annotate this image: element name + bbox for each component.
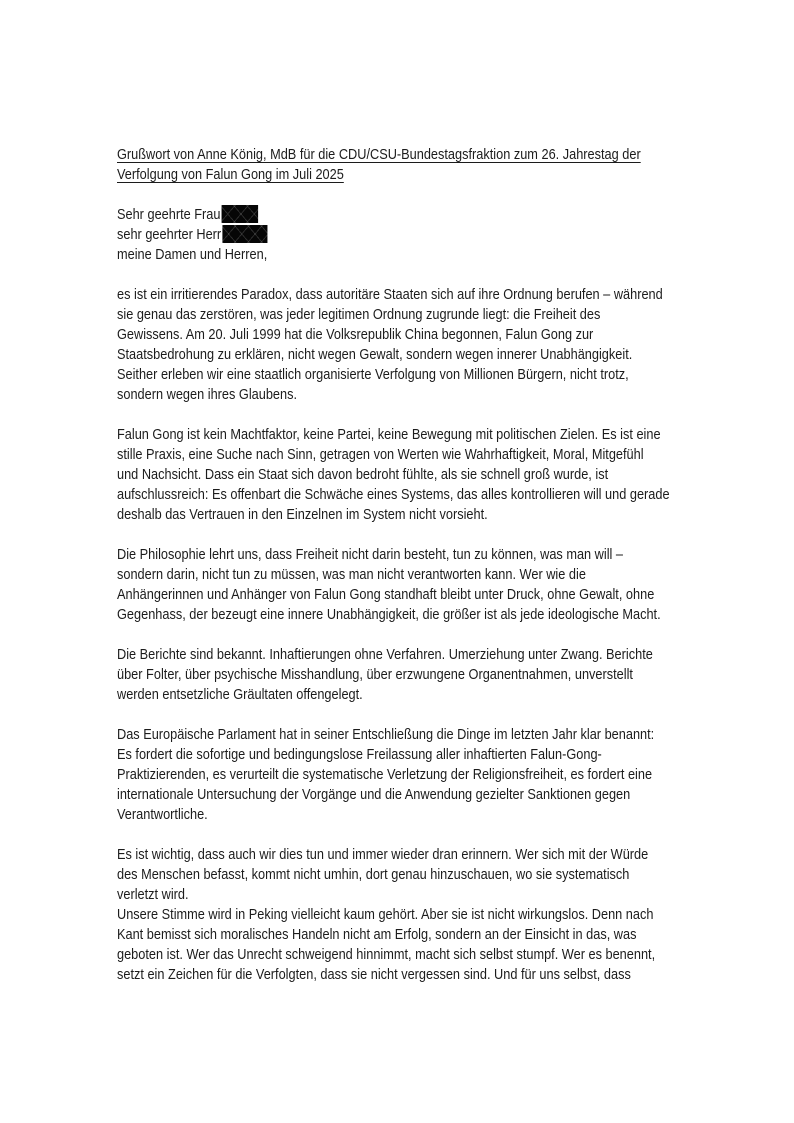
paragraph-line: geboten ist. Wer das Unrecht schweigend hinnimmt, macht sich selbst stumpf. Wer es benennt, bbox=[117, 946, 656, 963]
document-title bbox=[117, 145, 780, 185]
paragraph-line: sie genau das zerstören, was jeder legitimen Ordnung zugrunde liegt: die Freiheit des bbox=[117, 306, 601, 323]
paragraph-line: Staatsbedrohung zu erklären, nicht wegen Gewalt, sondern wegen innerer Unabhängigkeit. bbox=[117, 346, 633, 363]
salutation-line bbox=[117, 245, 780, 265]
paragraph bbox=[117, 285, 780, 405]
paragraph-line: Falun Gong ist kein Machtfaktor, keine Partei, keine Bewegung mit politischen Zielen. Es ist eine bbox=[117, 426, 661, 443]
paragraph-line: es ist ein irritierendes Paradox, dass autoritäre Staaten sich auf ihre Ordnung berufen – während bbox=[117, 286, 663, 303]
salutation-text: sehr geehrter Herr bbox=[117, 226, 222, 243]
paragraph-line: Gegenhass, der bezeugt eine innere Unabhängigkeit, die größer ist als jede ideologische Macht. bbox=[117, 606, 661, 623]
paragraph-line: über Folter, über psychische Misshandlung, über erzwungene Organentnahmen, unverstellt bbox=[117, 666, 633, 683]
paragraph-line: aufschlussreich: Es offenbart die Schwäche eines Systems, das alles kontrollieren will und gerade bbox=[117, 486, 670, 503]
title-line: Verfolgung von Falun Gong im Juli 2025 bbox=[117, 166, 344, 183]
paragraph-line: sondern wegen ihres Glaubens. bbox=[117, 386, 298, 403]
paragraph bbox=[117, 545, 780, 625]
paragraph-line: Gewissens. Am 20. Juli 1999 hat die Volksrepublik China begonnen, Falun Gong zur bbox=[117, 326, 594, 343]
paragraph-line: und Nachsicht. Dass ein Staat sich davon bedroht fühlte, als sie schnell groß wurde, ist bbox=[117, 466, 609, 483]
paragraph-line: stille Praxis, eine Suche nach Sinn, getragen von Werten wie Wahrhaftigkeit, Moral, Mitgefühl bbox=[117, 446, 644, 463]
paragraph-line: sondern darin, nicht tun zu müssen, was man nicht verantworten kann. Wer wie die bbox=[117, 566, 586, 583]
paragraph-line: Praktizierenden, es verurteilt die systematische Verletzung der Religionsfreiheit, es fordert eine bbox=[117, 766, 653, 783]
paragraph-line: Es ist wichtig, dass auch wir dies tun und immer wieder dran erinnern. Wer sich mit der Würde bbox=[117, 846, 649, 863]
salutation-line bbox=[117, 225, 780, 245]
redaction-box bbox=[222, 225, 267, 243]
paragraph bbox=[117, 425, 780, 525]
paragraph-line: Anhängerinnen und Anhänger von Falun Gong standhaft bleibt unter Druck, ohne Gewalt, ohne bbox=[117, 586, 655, 603]
paragraph-line: Unsere Stimme wird in Peking vielleicht kaum gehört. Aber sie ist nicht wirkungslos. Denn nach bbox=[117, 906, 654, 923]
paragraph-line: Die Berichte sind bekannt. Inhaftierungen ohne Verfahren. Umerziehung unter Zwang. Berichte bbox=[117, 646, 653, 663]
paragraph-line: Es fordert die sofortige und bedingungslose Freilassung aller inhaftierten Falun-Gong- bbox=[117, 746, 602, 763]
salutation bbox=[117, 205, 780, 265]
salutation-text: meine Damen und Herren, bbox=[117, 246, 268, 263]
paragraph-line: setzt ein Zeichen für die Verfolgten, dass sie nicht vergessen sind. Und für uns selbst, dass bbox=[117, 966, 631, 983]
paragraph-line: internationale Untersuchung der Vorgänge und die Anwendung gezielter Sanktionen gegen bbox=[117, 786, 631, 803]
paragraph-line: Das Europäische Parlament hat in seiner Entschließung die Dinge im letzten Jahr klar benannt: bbox=[117, 726, 655, 743]
paragraph bbox=[117, 845, 780, 985]
paragraph-line: Die Philosophie lehrt uns, dass Freiheit nicht darin besteht, tun zu können, was man will – bbox=[117, 546, 624, 563]
paragraph-line: Seither erleben wir eine staatlich organisierte Verfolgung von Millionen Bürgern, nicht trotz, bbox=[117, 366, 629, 383]
paragraph-line: des Menschen befasst, kommt nicht umhin, dort genau hinzuschauen, wo sie systematisch bbox=[117, 866, 630, 883]
salutation-line bbox=[117, 205, 780, 225]
paragraph bbox=[117, 725, 780, 825]
document-content bbox=[117, 145, 780, 1005]
paragraph-line: verletzt wird. bbox=[117, 886, 189, 903]
paragraph bbox=[117, 645, 780, 705]
title-line: Grußwort von Anne König, MdB für die CDU/CSU-Bundestagsfraktion zum 26. Jahrestag der bbox=[117, 146, 641, 163]
paragraph-line: werden entsetzliche Gräultaten offengelegt. bbox=[117, 686, 363, 703]
paragraph-line: Kant bemisst sich moralisches Handeln nicht am Erfolg, sondern an der Einsicht in das, was bbox=[117, 926, 637, 943]
redaction-box bbox=[221, 205, 258, 223]
salutation-text: Sehr geehrte Frau bbox=[117, 206, 221, 223]
paragraph-line: deshalb das Vertrauen in den Einzelnen im System nicht vorsieht. bbox=[117, 506, 488, 523]
paragraph-line: Verantwortliche. bbox=[117, 806, 208, 823]
